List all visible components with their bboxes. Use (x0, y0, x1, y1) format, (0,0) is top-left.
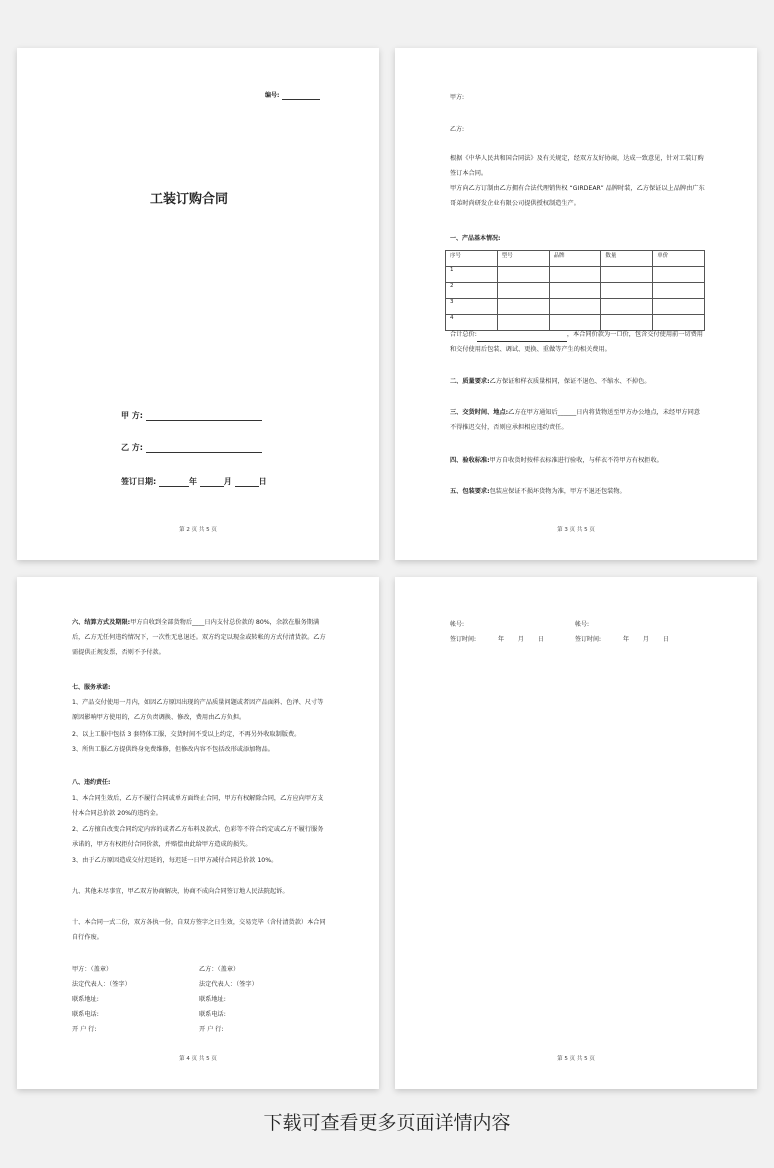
delivery-text: 乙方在甲方通知后______日内将货物送至甲方办公地点，未经甲方同意不得推迟交付，否则应承担相应违约责任。 (450, 409, 700, 431)
table-row (446, 267, 705, 283)
table-header-cell: 单价 (653, 251, 705, 267)
day-label: 日 (258, 477, 267, 486)
sign-time-label: 签订时间: (450, 636, 477, 643)
left-signature-block (72, 962, 131, 1037)
total-label: 合计总价: (450, 331, 477, 338)
table-header-cell: 品牌 (549, 251, 601, 267)
total-text: ，本合同价款为一口价，包含交付使用前一切费用和交付使用后包装、调试、更换、重做等产生的相关费用。 (450, 331, 703, 353)
sign-line: 法定代表人：（签字） (72, 981, 131, 988)
year-blank (159, 486, 189, 487)
sign-time-label: 签订时间: (575, 636, 602, 643)
table-cell (601, 267, 653, 283)
product-table (445, 250, 705, 331)
table-cell: 2 (446, 283, 498, 299)
packaging-section (450, 484, 705, 499)
table-cell: 3 (446, 299, 498, 315)
cover-sign-date (121, 476, 267, 487)
sign-line: 开 户 行: (72, 1026, 97, 1033)
intro-paragraph-2: 甲方向乙方订制由乙方拥有合法代理销售权 “GIRDEAR” 品牌时装，乙方保证以上品牌由广东哥弟时尚研发企业有限公司提供授权制造生产。 (450, 185, 705, 207)
table-cell (601, 283, 653, 299)
cover-party-b (121, 442, 262, 453)
sign-line: 联系地址: (72, 996, 99, 1003)
sign-line: 法定代表人：（签字） (199, 981, 258, 988)
download-caption: 下载可查看更多页面详情内容 (263, 1112, 511, 1134)
settlement-section (72, 615, 327, 660)
service-title: 七、服务承诺: (72, 684, 111, 691)
day-label: 日 (662, 636, 669, 643)
sign-line: 联系电话: (199, 1011, 226, 1018)
table-cell (549, 267, 601, 283)
document-page-3 (17, 577, 379, 1089)
day-label: 日 (537, 636, 544, 643)
table-cell: 1 (446, 267, 498, 283)
acceptance-title: 四、验收标准: (450, 457, 490, 464)
sign-line: 联系地址: (199, 996, 226, 1003)
year-label: 年 (497, 636, 504, 643)
left-account-field: 帐号: (450, 621, 465, 628)
acceptance-section (450, 453, 705, 468)
party-a-field: 甲方: (450, 94, 465, 101)
left-sign-time (450, 636, 544, 644)
settlement-text: 甲方自收到全部货物后____日内支付总价款的 80%，余款在服务期满后，乙方无任何违约情况下，一次性无息退还。双方约定以现金或转帐的方式付清货款。乙方需提供正规发票，否则不予付款。 (72, 619, 326, 656)
acceptance-text: 甲方自收货时按样衣标准进行验收，与样衣不符甲方有权拒收。 (489, 457, 663, 464)
total-blank (477, 341, 567, 342)
page-footer: 第 5 页 共 5 页 (557, 1056, 595, 1062)
month-label: 月 (223, 477, 232, 486)
page-footer: 第 2 页 共 5 页 (179, 527, 217, 533)
delivery-section (450, 405, 705, 435)
sign-line: 乙方：（盖章） (199, 966, 240, 973)
right-account-field: 帐号: (575, 621, 590, 628)
right-sign-time (575, 636, 669, 644)
table-cell (549, 283, 601, 299)
liability-item-1: 1、本合同生效后，乙方不履行合同或单方面终止合同，甲方有权解除合同，乙方应向甲方支付本合同总价款 20%的违约金。 (72, 795, 324, 817)
table-header-cell: 型号 (497, 251, 549, 267)
intro-paragraph-1: 根据《中华人民共和国合同法》及有关规定，经双方友好协商，达成一致意见，针对工装订购签订本合同。 (450, 155, 704, 177)
service-item-3: 3、所售工服乙方提供终身免费维修，但修改内容不包括改形或添加物品。 (72, 746, 274, 753)
table-cell (497, 267, 549, 283)
table-cell (497, 283, 549, 299)
right-signature-block (199, 962, 258, 1037)
table-cell (653, 267, 705, 283)
party-b-field: 乙方: (450, 126, 465, 133)
table-header-cell: 序号 (446, 251, 498, 267)
document-page-4 (395, 577, 757, 1089)
table-cell (653, 283, 705, 299)
liability-title: 八、违约责任: (72, 779, 111, 786)
table-cell (653, 299, 705, 315)
service-item-1: 1、产品交付使用一月内，如因乙方原因出现的产品质量问题或者因产品面料、色泽、尺寸等原因影响甲方使用的，乙方负责调换、修改，费用由乙方负担。 (72, 699, 324, 721)
party-a-blank (146, 420, 262, 421)
table-header-cell: 数量 (601, 251, 653, 267)
delivery-title: 三、交货时间、地点: (450, 409, 509, 416)
document-page-cover (17, 48, 379, 560)
other-matters: 九、其他未尽事宜，甲乙双方协商解决，协商不成向合同签订地人民法院起诉。 (72, 888, 289, 895)
table-row (446, 283, 705, 299)
total-price-paragraph (450, 327, 705, 357)
sign-line: 甲方：（盖章） (72, 966, 113, 973)
packaging-title: 五、包装要求: (450, 488, 490, 495)
settlement-title: 六、结算方式及期限: (72, 619, 131, 626)
party-b-blank (146, 452, 262, 453)
table-row (446, 299, 705, 315)
sign-line: 开 户 行: (199, 1026, 224, 1033)
page-footer: 第 3 页 共 5 页 (557, 527, 595, 533)
copies-clause: 十、本合同一式二份，双方各执一份，自双方签字之日生效，交易完毕（含付清货款）本合同自行作废。 (72, 919, 326, 941)
month-blank (200, 486, 224, 487)
month-label: 月 (517, 636, 524, 643)
page-footer: 第 4 页 共 5 页 (179, 1056, 217, 1062)
day-blank (235, 486, 259, 487)
liability-item-2: 2、乙方擅自改变合同约定内容的或者乙方布料及款式、色彩等不符合约定或乙方不履行服务承诺的，甲方有权拒付合同价款，并赔偿由此给甲方造成的损失。 (72, 826, 324, 848)
liability-item-3: 3、由于乙方原因造成交付迟延的，每迟延一日甲方减付合同总价款 10%。 (72, 857, 278, 864)
year-label: 年 (189, 477, 197, 486)
number-blank (282, 99, 320, 100)
table-cell: 4 (446, 315, 498, 331)
sign-date-label: 签订日期: (121, 477, 157, 486)
party-b-label: 乙 方: (121, 443, 143, 452)
number-label: 编号: (265, 92, 280, 99)
month-label: 月 (642, 636, 649, 643)
cover-party-a (121, 410, 262, 421)
table-cell (497, 299, 549, 315)
quality-text: 乙方保证和样衣质量相同，保证不退色、不缩水、不掉色。 (489, 378, 651, 385)
section-product-title: 一、产品基本情况: (450, 235, 501, 242)
year-label: 年 (622, 636, 629, 643)
table-cell (549, 299, 601, 315)
quality-title: 二、质量要求: (450, 378, 490, 385)
service-item-2: 2、以上工服中包括 3 套特体工服，交货时间不受以上约定，不再另外收取制版费。 (72, 731, 301, 738)
packaging-text: 包装应保证不损坏货物为准，甲方不退还包装物。 (489, 488, 626, 495)
table-cell (601, 299, 653, 315)
party-a-label: 甲 方: (121, 411, 143, 420)
quality-section (450, 374, 705, 389)
contract-title: 工装订购合同 (150, 192, 229, 207)
sign-line: 联系电话: (72, 1011, 99, 1018)
table-header-row (446, 251, 705, 267)
number-field (265, 92, 320, 100)
document-page-2 (395, 48, 757, 560)
